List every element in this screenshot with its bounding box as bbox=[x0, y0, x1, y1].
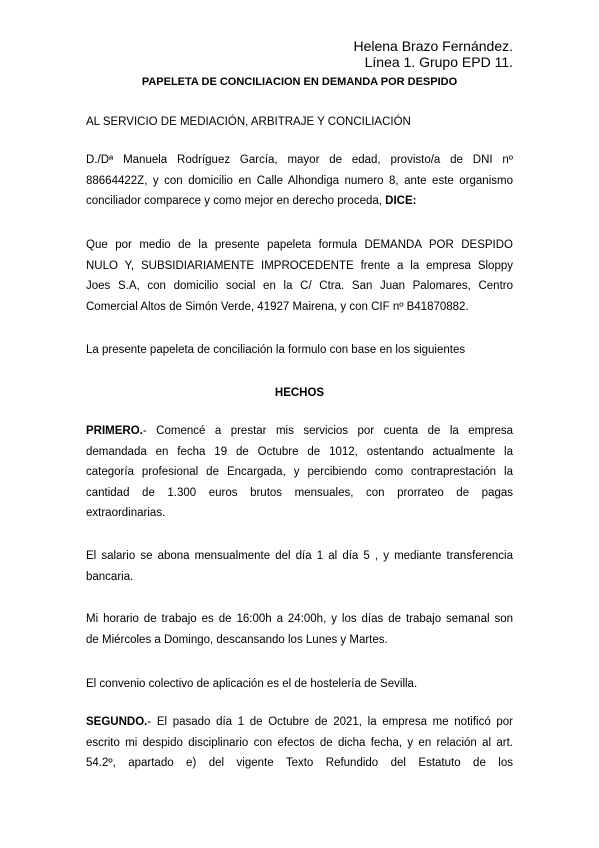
claim-line: NULO Y, SUBSIDIARIAMENTE IMPROCEDENTE frente a la empresa Sloppy bbox=[86, 259, 513, 272]
intro-line bbox=[86, 191, 513, 212]
first-fact-line: demandada en fecha 19 de Octubre de 1012, ostentando actualmente la bbox=[86, 445, 513, 458]
addressee: AL SERVICIO DE MEDIACIÓN, ARBITRAJE Y CONCILIACIÓN bbox=[86, 116, 411, 128]
second-fact-line bbox=[86, 712, 513, 733]
second-fact-line: escrito mi despido disciplinario con efectos de dicha fecha, y en relación al art. bbox=[86, 736, 513, 749]
facts-heading: HECHOS bbox=[274, 387, 325, 399]
first-fact-line: cantidad de 1.300 euros brutos mensuales, con prorrateo de pagas bbox=[86, 486, 513, 499]
first-fact-line: extraordinarias. bbox=[86, 507, 166, 519]
first-fact-paragraph bbox=[86, 421, 513, 524]
claim-line: Que por medio de la presente papeleta formula DEMANDA POR DESPIDO bbox=[86, 239, 513, 251]
dice-keyword: DICE: bbox=[385, 195, 417, 207]
second-text: - El pasado día 1 de Octubre de 2021, la empresa me notificó por bbox=[147, 716, 513, 728]
basis-paragraph: La presente papeleta de conciliación la formulo con base en los siguientes bbox=[86, 344, 466, 356]
document-title: PAPELETA DE CONCILIACION EN DEMANDA POR DESPIDO bbox=[141, 76, 458, 88]
first-label: PRIMERO. bbox=[86, 425, 143, 437]
salary-line: bancaria. bbox=[86, 570, 134, 583]
second-label: SEGUNDO. bbox=[86, 716, 148, 728]
second-fact-line: 54.2º, apartado e) del vigente Texto Refundido del Estatuto de los bbox=[86, 757, 513, 769]
claim-line: Comercial Altos de Simón Verde, 41927 Mairena, y con CIF nº B41870882. bbox=[86, 300, 469, 313]
schedule-paragraph bbox=[86, 609, 513, 650]
author-name: Helena Brazo Fernández. bbox=[353, 38, 513, 54]
salary-line: El salario se abona mensualmente del día 1 al día 5 , y mediante transferencia bbox=[86, 550, 513, 562]
schedule-line: Mi horario de trabajo es de 16:00h a 24:00h, y los días de trabajo semanal son bbox=[86, 613, 513, 625]
second-fact-paragraph bbox=[86, 712, 513, 774]
claim-paragraph bbox=[86, 235, 513, 317]
first-fact-line bbox=[86, 421, 513, 442]
first-fact-line: categoría profesional de Encargada, y percibiendo como contraprestación la bbox=[86, 466, 513, 478]
intro-line: 88664422Z, y con domicilio en Calle Alhondiga numero 8, ante este organismo bbox=[86, 174, 513, 187]
claim-line: Joes S.A, con domicilio social en la C/ Ctra. San Juan Palomares, Centro bbox=[86, 280, 513, 292]
author-group: Línea 1. Grupo EPD 11. bbox=[364, 54, 513, 70]
intro-text: conciliador comparece y como mejor en derecho proceda, bbox=[86, 195, 382, 207]
agreement-paragraph: El convenio colectivo de aplicación es el de hostelería de Sevilla. bbox=[86, 678, 418, 690]
intro-line: D./Dª Manuela Rodríguez García, mayor de edad, provisto/a de DNI nº bbox=[86, 154, 513, 166]
salary-paragraph bbox=[86, 546, 513, 587]
intro-paragraph bbox=[86, 150, 513, 212]
schedule-line: de Miércoles a Domingo, descansando los Lunes y Martes. bbox=[86, 633, 388, 646]
first-text: - Comencé a prestar mis servicios por cuenta de la empresa bbox=[142, 425, 513, 437]
